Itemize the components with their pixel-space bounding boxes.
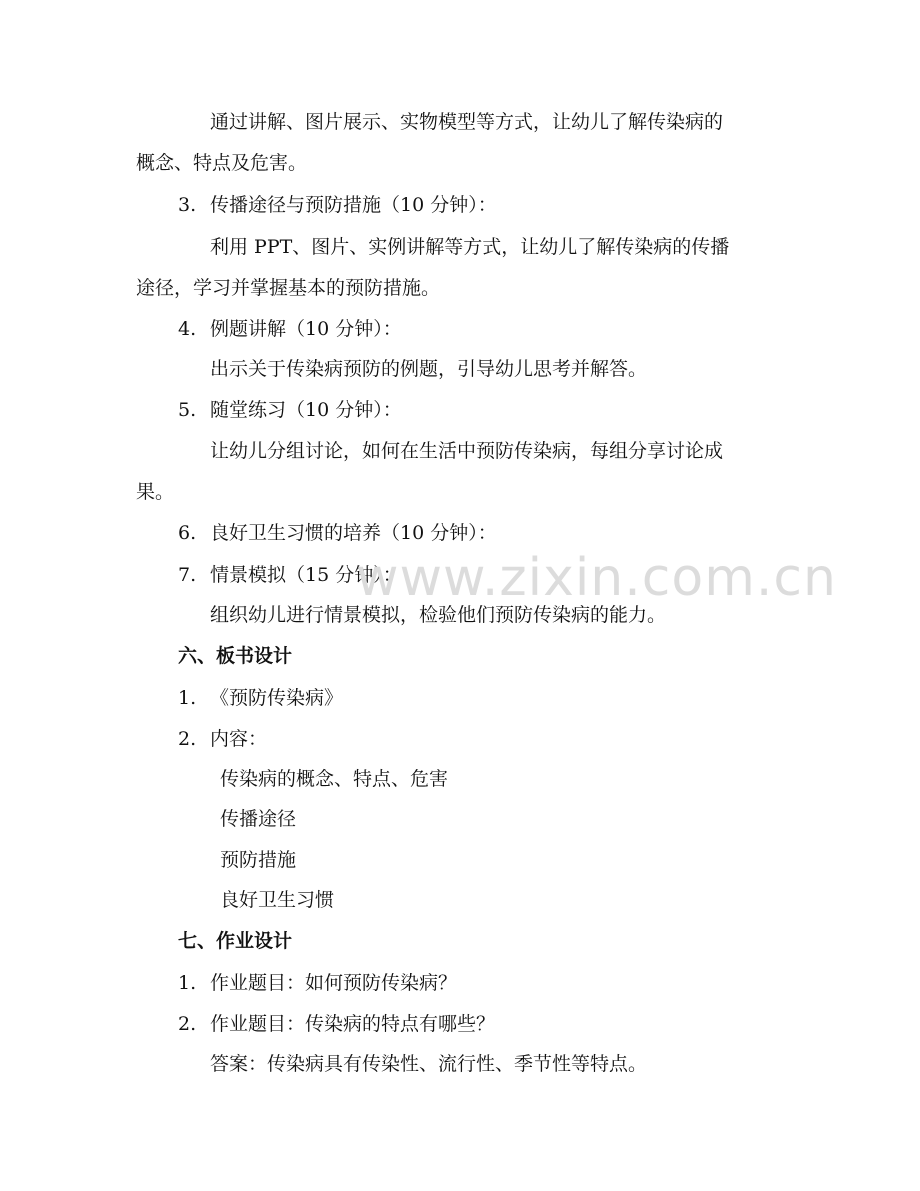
intro-line-2: 概念、特点及危害。 (136, 152, 308, 174)
step-5-number: 5. (178, 399, 197, 421)
board-content-3: 预防措施 (220, 849, 297, 871)
step-7-number: 7. (178, 564, 197, 586)
step-3-desc-line-2: 途径，学习并掌握基本的预防措施。 (136, 277, 441, 299)
step-6-title: 良好卫生习惯的培养（10 分钟）： (210, 522, 497, 544)
section-7-item-2-number: 2. (178, 1013, 197, 1035)
section-7-item-1-number: 1. (178, 972, 197, 994)
board-content-1: 传染病的概念、特点、危害 (220, 768, 449, 790)
section-7-item-1-text: 作业题目：如何预防传染病？ (210, 972, 458, 994)
board-content-2: 传播途径 (220, 808, 297, 830)
board-content-4: 良好卫生习惯 (220, 889, 335, 911)
step-3-number: 3. (178, 194, 197, 216)
step-5-title: 随堂练习（10 分钟）： (210, 399, 402, 421)
step-4-title: 例题讲解（10 分钟）： (210, 318, 402, 340)
section-6-item-2-number: 2. (178, 728, 197, 750)
step-5-desc-line-2: 果。 (136, 481, 175, 503)
section-6-item-1-number: 1. (178, 687, 197, 709)
step-7-desc: 组织幼儿进行情景模拟，检验他们预防传染病的能力。 (210, 604, 667, 626)
intro-line-1: 通过讲解、图片展示、实物模型等方式，让幼儿了解传染病的 (210, 111, 724, 133)
step-5-desc-line-1: 让幼儿分组讨论，如何在生活中预防传染病，每组分享讨论成 (210, 440, 724, 462)
step-4-desc: 出示关于传染病预防的例题，引导幼儿思考并解答。 (210, 358, 648, 380)
watermark: www.zixin.com.cn (356, 548, 837, 608)
section-7-heading: 七、作业设计 (178, 930, 293, 952)
step-7-title: 情景模拟（15 分钟）： (210, 564, 402, 586)
homework-answer: 答案：传染病具有传染性、流行性、季节性等特点。 (210, 1053, 648, 1075)
section-6-item-1-text: 《预防传染病》 (210, 687, 344, 709)
section-7-item-2-text: 作业题目：传染病的特点有哪些？ (210, 1013, 496, 1035)
step-4-number: 4. (178, 318, 197, 340)
section-6-item-2-text: 内容： (210, 728, 268, 750)
step-6-number: 6. (178, 522, 197, 544)
step-3-desc-line-1: 利用 PPT、图片、实例讲解等方式，让幼儿了解传染病的传播 (210, 236, 730, 258)
step-3-title: 传播途径与预防措施（10 分钟）： (210, 194, 497, 216)
section-6-heading: 六、板书设计 (178, 645, 293, 667)
